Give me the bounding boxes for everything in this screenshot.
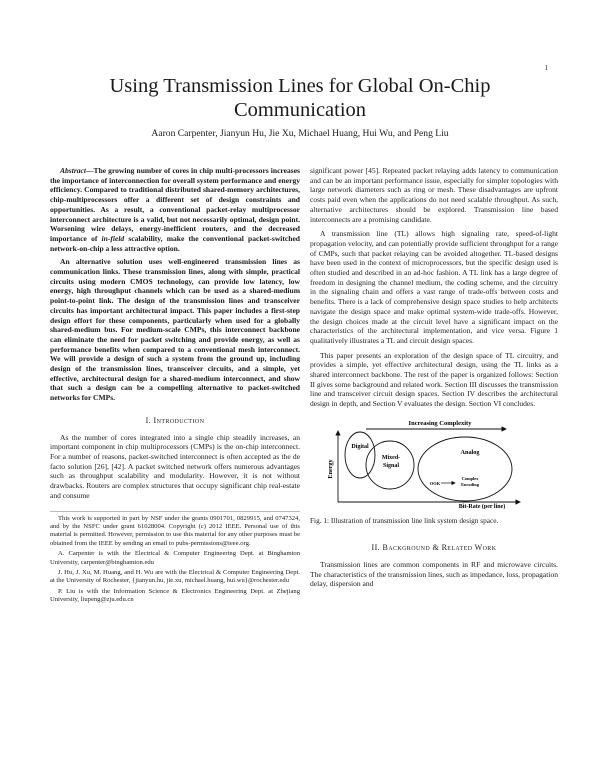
mixed-signal-label-line-2: Signal xyxy=(382,462,400,469)
paper-title: Using Transmission Lines for Global On-Chip Communication xyxy=(109,75,491,121)
figure-caption: Fig. 1: Illustration of transmission line link system design space. xyxy=(310,515,499,525)
energy-label: Energy xyxy=(327,459,334,479)
body-paragraph-2: A transmission line (TL) allows high signaling rate, speed-of-light propagation velocity, and can potentially provide sufficient throughput for a range of CMPs, such that packet relaying can be avoided altogether. TL-based designs have been used in the context of microprocessors, but the specific design used is often studied and described in an ad-hoc fashion. A TL link has a large degree of freedom in designing the channel medium, the coding scheme, and the circuitry in the signaling chain and offers a vast range of trade-offs between costs and benefits. There is a lack of comprehensive design space studies to help architects navigate the design space and make optimal system-wide trade-offs. However, the design choices made at the circuit level have a significant impact on the characteristics of the architectural implementation, and vice versa. Figure 1 qualitatively illustrates a TL and circuit design spaces. xyxy=(310,229,558,345)
intro-paragraph: As the number of cores integrated into a single chip steadily increases, an important component in chip multiprocessors (CMPs) is the on-chip interconnect. For a number of reasons, packet-switched interconnect is often accepted as the de facto solution [26], [42]. A packet switched network offers numerous advantages such as throughput scalability and modularity. However, it is not without drawbacks. Routers are complex structures that occupy significant chip real-estate and consume xyxy=(50,432,300,500)
abstract-paragraph-1: Abstract—The growing number of cores in chip multi-processors increases the importance of interconnection for overall system performance and energy efficiency. Compared to traditional distributed shared-memory architectures, chip-multiprocessors offer a different set of design constraints and opportunities. As a result, a conventional packet-relay multiprocessor interconnect architecture is a valid, but not necessarily optimal, design point. Worsening wire delays, energy-inefficient routers, and the decreased importance of in-field scalability, make the conventional packet-switched network-on-chip a less attractive option. xyxy=(50,166,301,253)
digital-label: Digital xyxy=(351,443,369,450)
page-number: 1 xyxy=(544,64,548,72)
footnote-affiliation-carpenter: A. Carpenter is with the Electrical & Computer Engineering Dept. at Binghamton University, carpenter@binghamton.edu xyxy=(50,550,300,566)
footnotes xyxy=(50,511,300,605)
author-list: Aaron Carpenter, Jianyun Hu, Jie Xu, Michael Huang, Hui Wu, and Peng Liu xyxy=(151,128,449,139)
mixed-signal-label-line-1: Mixed- xyxy=(381,454,401,461)
digital-region xyxy=(345,432,375,478)
complex-encoding-label-line-1: Complex xyxy=(461,475,479,481)
right-column xyxy=(310,166,558,589)
ook-label: OOK xyxy=(429,480,441,486)
body-paragraph-1: significant power [45]. Repeated packet relaying adds latency to communication and can be an important performance issue, especially for simpler topologies with large network diameters such as ring or mesh. These disadvantages are upfront costs paid even when the applications do not need scalable throughput. As such, alternative architectures should be explored. Transmission line based interconnects are a promising candidate. xyxy=(310,166,558,224)
design-space-diagram xyxy=(310,417,558,509)
bitrate-label: Bit-Rate (per line) xyxy=(458,503,506,509)
abstract-label: Abstract xyxy=(60,166,86,175)
abstract-paragraph-2: An alternative solution uses well-engineered transmission lines as communication links. These transmission lines, along with simple, practical circuits using modern CMOS technology, can provide low latency, low energy, high throughput channels which can be used as a shared-medium point-to-point link. The design of the transmission lines and transceiver circuits has important architectural impact. This paper includes a first-step design effort for these components, particularly when used for a globally shared-medium bus. For medium-scale CMPs, this interconnect backbone can eliminate the need for packet switching and provide energy, as well as performance benefits when compared to a conventional mesh interconnect. We will provide a design of such a system from the ground up, including design of the transmission lines, transceiver circuits, and a simple, yet effective, architectural design for a shared-medium interconnect, and show that such a design can be a compelling alternative to packet-switched networks for CMPs. xyxy=(50,257,300,403)
figure-1 xyxy=(310,417,558,525)
footnote-funding: This work is supported in part by NSF under the grants 0901701, 0829915, and 0747324, and by the NSFC under grant 61028004. Copyright (c) 2012 IEEE. Personal use of this material is permitted. However, permission to use this material for any other purposes must be obtained from the IEEE by sending an email to pubs-permissions@ieee.org. xyxy=(50,514,300,547)
section-heading-background: II. Background & Related Work xyxy=(371,543,497,553)
analog-label: Analog xyxy=(460,448,480,456)
section-heading-introduction: I. Introduction xyxy=(145,415,205,425)
body-paragraph-3: This paper presents an exploration of the design space of TL circuitry, and provides a simple, yet effective architectural design, using the TL links as a shared interconnect backbone. The rest of the paper is organized follows: Section II gives some background and related work. Section III discusses the transmission line and transceiver circuit design spaces. Section IV describes the architectural design in depth, and Section V evaluates the design. Section VI concludes. xyxy=(310,350,558,409)
complex-encoding-label-line-2: Encoding xyxy=(461,481,479,487)
footnote-affiliation-rochester: J. Hu, J. Xu, M. Huang, and H. Wu are with the Electrical & Computer Engineering Dept. at the University of Rochester, {jianyun.hu, jie.xu, michael.huang, hui.wu}@rochester.edu xyxy=(50,568,300,585)
left-column xyxy=(50,166,300,605)
analog-region xyxy=(418,437,512,501)
footnote-affiliation-liu: P. Liu is with the Information Science & Electronics Engineering Dept. at Zhejiang University, liupeng@zju.edu.cn xyxy=(50,587,300,604)
complexity-label: Increasing Complexity xyxy=(408,419,472,427)
background-paragraph: Transmission lines are common components in RF and microwave circuits. The characteristics of the transmission lines, such as impedance, loss, propagation delay, dispersion and xyxy=(310,559,558,589)
